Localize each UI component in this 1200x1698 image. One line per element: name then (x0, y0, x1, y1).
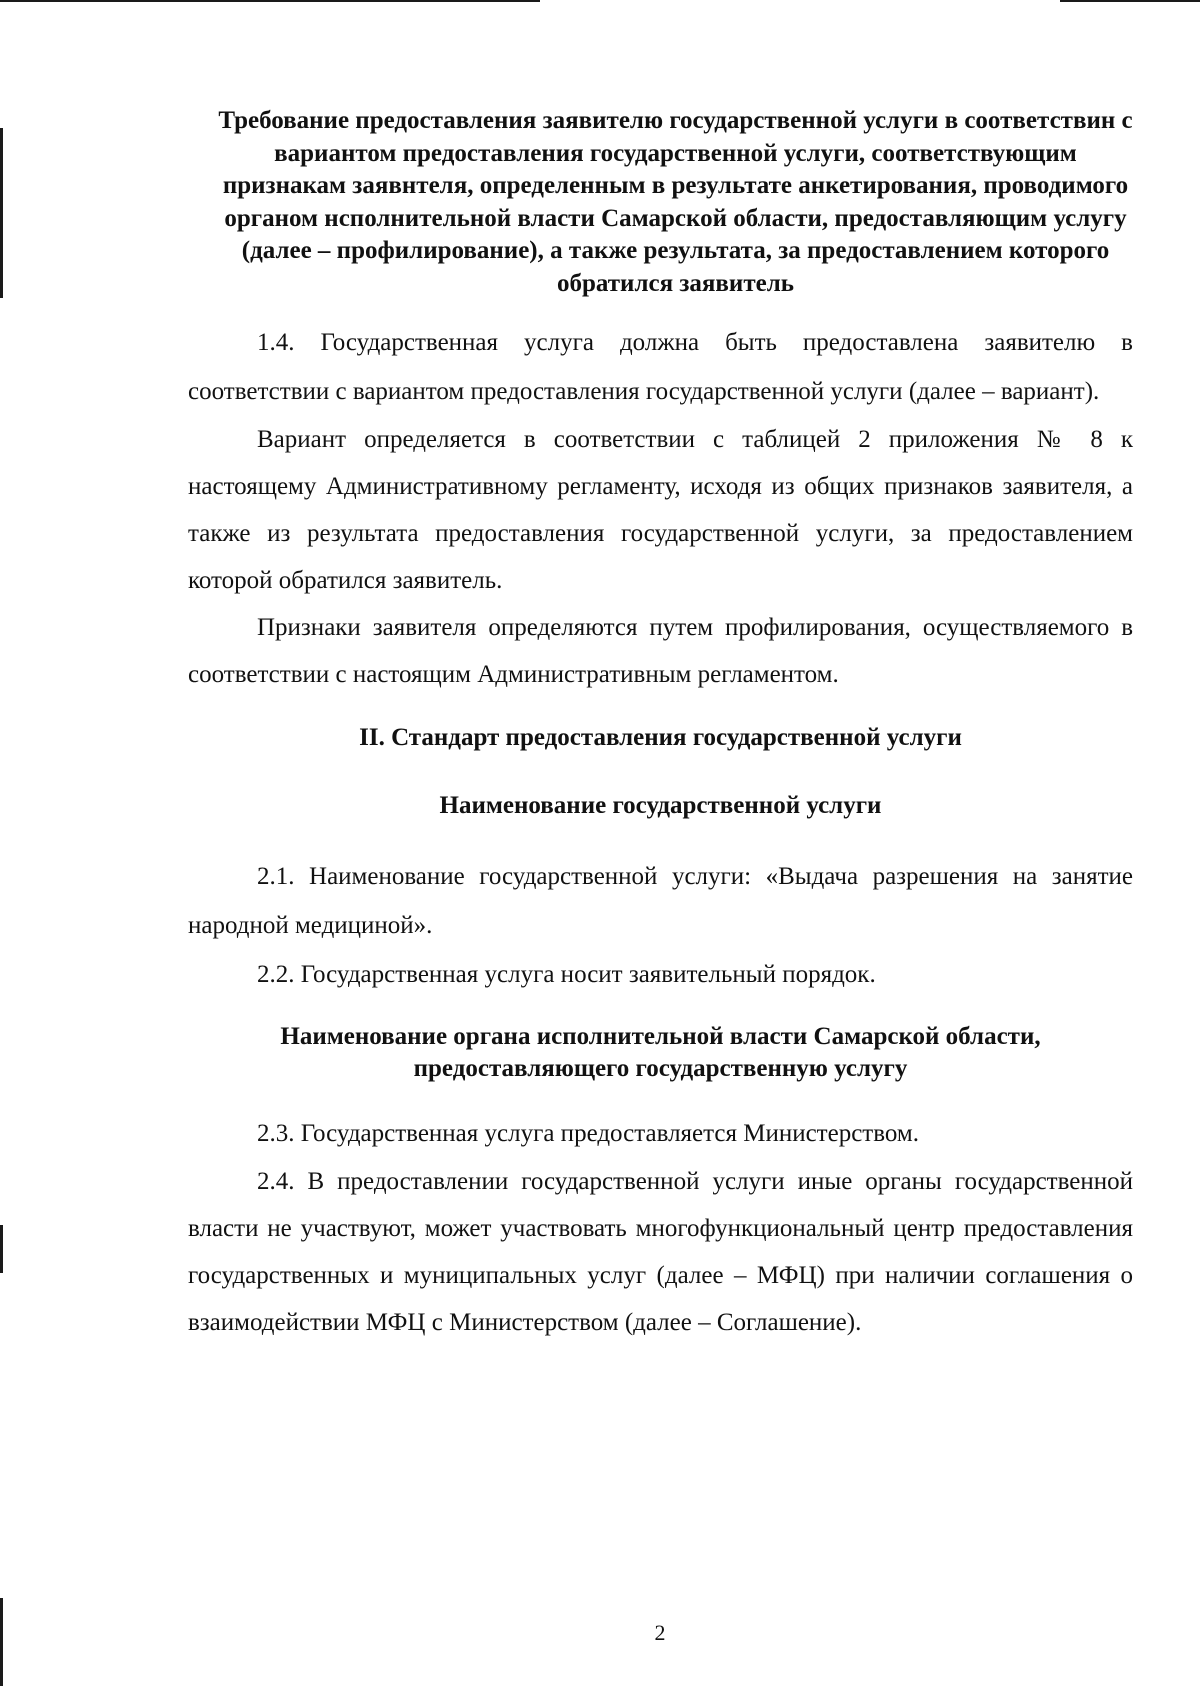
paragraph-2-1: 2.1. Наименование государственной услуги: «Выдача разрешения на занятие народной медициной». (188, 863, 1133, 939)
scan-edge-mark (0, 1225, 3, 1273)
scan-edge-mark (0, 128, 3, 298)
page-number: 2 (654, 1620, 666, 1645)
paragraph-applicant-signs: Признаки заявителя определяются путем профилирования, осуществляемого в соответствии с настоящим Административным регламентом. (188, 614, 1133, 688)
subheading-authority: Наименование органа исполнительной власти Самарской области, предоставляющего государственную услугу (280, 1023, 1041, 1082)
paragraph-2-3: 2.3. Государственная услуга предоставляется Министерством. (257, 1120, 919, 1147)
paragraph-2-2: 2.2. Государственная услуга носит заявительный порядок. (257, 961, 876, 988)
paragraph-variant: Вариант определяется в соответствии с таблицей 2 приложения № 8 к настоящему Административному регламенту, исходя из общих признаков заявителя, а также из результата предоставления государственной услуги, за предоставлением которой обратился заявитель. (188, 426, 1133, 594)
section-ii-title: II. Стандарт предоставления государственной услуги (359, 724, 962, 751)
subheading-service-name: Наименование государственной услуги (439, 792, 882, 819)
requirement-heading: Требование предоставления заявителю государственной услуги в соответствин с вариантом предоставления государственной услуги, соответствующим признакам заявнтеля, определенным в результате анкетирования, проводимого органом нсполнительной власти Самарской области, предоставляющим услугу (далее – профилирование), а также результата, за предоставлением которого обратился заявитель (218, 107, 1133, 297)
paragraph-1-4: 1.4. Государственная услуга должна быть предоставлена заявителю в соответствии с вариантом предоставления государственной услуги (далее – вариант). (188, 329, 1133, 405)
scan-border-top (1060, 0, 1200, 2)
paragraph-2-4: 2.4. В предоставлении государственной услуги иные органы государственной власти не участвуют, может участвовать многофункциональный центр предоставления государственных и муниципальных услуг (далее – МФЦ) при наличии соглашения о взаимодействии МФЦ с Министерством (далее – Соглашение). (188, 1168, 1133, 1336)
document-page (188, 105, 1133, 1346)
scan-border-top (0, 0, 540, 2)
